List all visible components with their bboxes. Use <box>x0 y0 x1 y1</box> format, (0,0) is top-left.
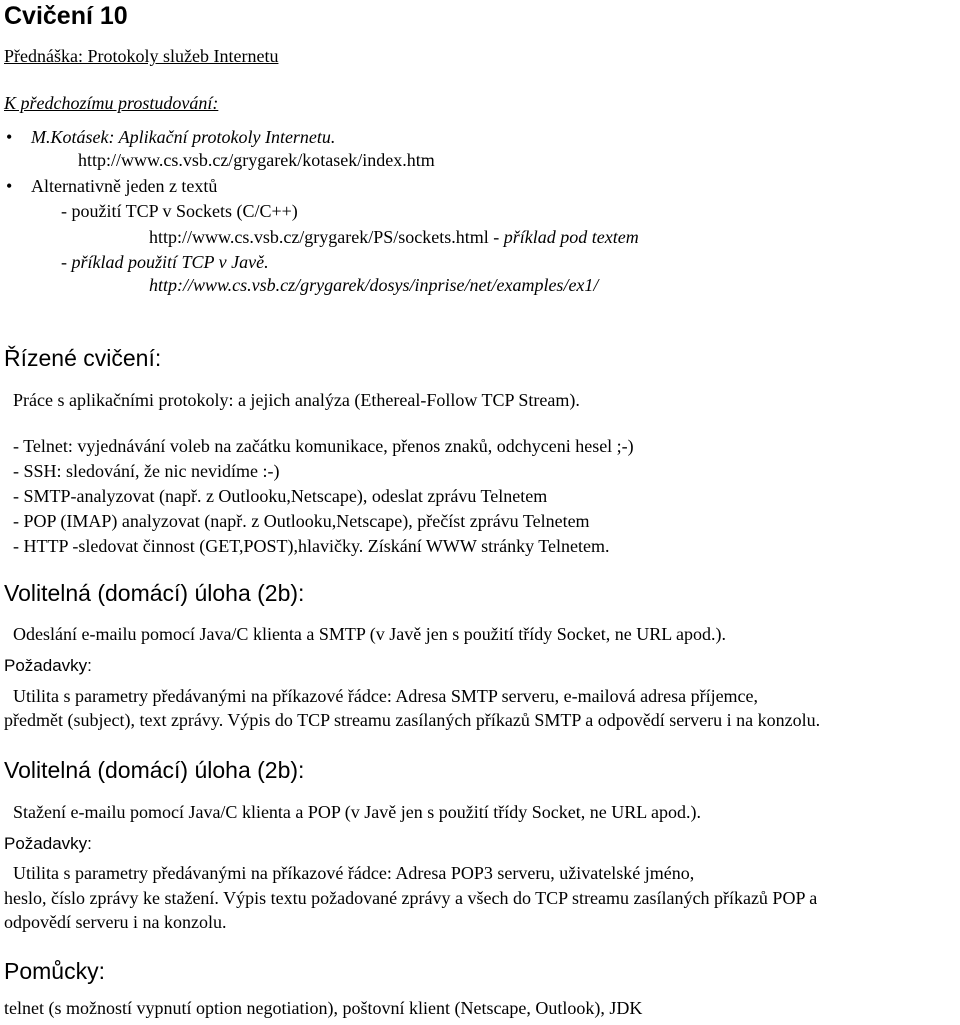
task2-heading: Volitelná (domácí) úloha (2b): <box>4 757 305 783</box>
prep-item-2-sockets: - použití TCP v Sockets (C/C++) <box>61 201 298 221</box>
task1-req-line: Utilita s parametry předávanými na příkazové řádce: Adresa SMTP serveru, e-mailová adresa příjemce, <box>13 686 759 706</box>
task2-req-line: heslo, číslo zprávy ke stažení. Výpis textu požadované zprávy a všech do TCP streamu zasílaných příkazů POP a <box>4 888 818 908</box>
guided-item: - Telnet: vyjednávání voleb na začátku komunikace, přenos znaků, odchyceni hesel ;-) <box>13 436 634 456</box>
task2-req-label: Požadavky: <box>4 834 92 853</box>
guided-item: - SMTP-analyzovat (např. z Outlooku,Netscape), odeslat zprávu Telnetem <box>13 486 548 506</box>
page-title: Cvičení 10 <box>4 2 128 30</box>
prep-item-1-url[interactable]: http://www.cs.vsb.cz/grygarek/kotasek/index.htm <box>78 150 435 170</box>
bullet-icon: • <box>6 176 13 196</box>
task2-req-line: odpovědí serveru i na konzolu. <box>4 912 227 932</box>
prep-item-2-java-url[interactable]: http://www.cs.vsb.cz/grygarek/dosys/inprise/net/examples/ex1/ <box>149 275 599 295</box>
task1-req-line: předmět (subject), text zprávy. Výpis do TCP streamu zasílaných příkazů SMTP a odpovědí serveru i na konzolu. <box>4 710 821 730</box>
task1-desc: Odeslání e-mailu pomocí Java/C klienta a SMTP (v Javě jen s použití třídy Socket, ne URL apod.). <box>13 624 727 644</box>
task2-desc: Stažení e-mailu pomocí Java/C klienta a POP (v Javě jen s použití třídy Socket, ne URL apod.). <box>13 802 702 822</box>
task1-req-label: Požadavky: <box>4 656 92 675</box>
guided-intro: Práce s aplikačními protokoly: a jejich analýza (Ethereal-Follow TCP Stream). <box>13 390 580 410</box>
prep-item-2: Alternativně jeden z textů <box>31 176 218 196</box>
guided-item: - HTTP -sledovat činnost (GET,POST),hlavičky. Získání WWW stránky Telnetem. <box>13 536 610 556</box>
guided-item: - POP (IMAP) analyzovat (např. z Outlooku,Netscape), přečíst zprávu Telnetem <box>13 511 590 531</box>
lecture-link[interactable]: Přednáška: Protokoly služeb Internetu <box>4 46 279 66</box>
prep-heading: K předchozímu prostudování: <box>4 93 219 113</box>
tools-text: telnet (s možností vypnutí option negotiation), poštovní klient (Netscape, Outlook), JDK <box>4 998 643 1018</box>
prep-item-1: M.Kotásek: Aplikační protokoly Internetu. <box>31 127 336 147</box>
bullet-icon: • <box>6 127 13 147</box>
prep-item-2-sockets-line <box>149 227 639 248</box>
task1-heading: Volitelná (domácí) úloha (2b): <box>4 580 305 606</box>
prep-item-2-java: - příklad použití TCP v Javě. <box>61 252 269 272</box>
sockets-url[interactable]: http://www.cs.vsb.cz/grygarek/PS/sockets.html <box>149 227 489 247</box>
task2-req-line: Utilita s parametry předávanými na příkazové řádce: Adresa POP3 serveru, uživatelské jméno, <box>13 863 695 883</box>
sockets-note: - příklad pod textem <box>488 227 639 247</box>
guided-heading: Řízené cvičení: <box>4 345 162 371</box>
guided-item: - SSH: sledování, že nic nevidíme :-) <box>13 461 280 481</box>
tools-heading: Pomůcky: <box>4 958 105 984</box>
